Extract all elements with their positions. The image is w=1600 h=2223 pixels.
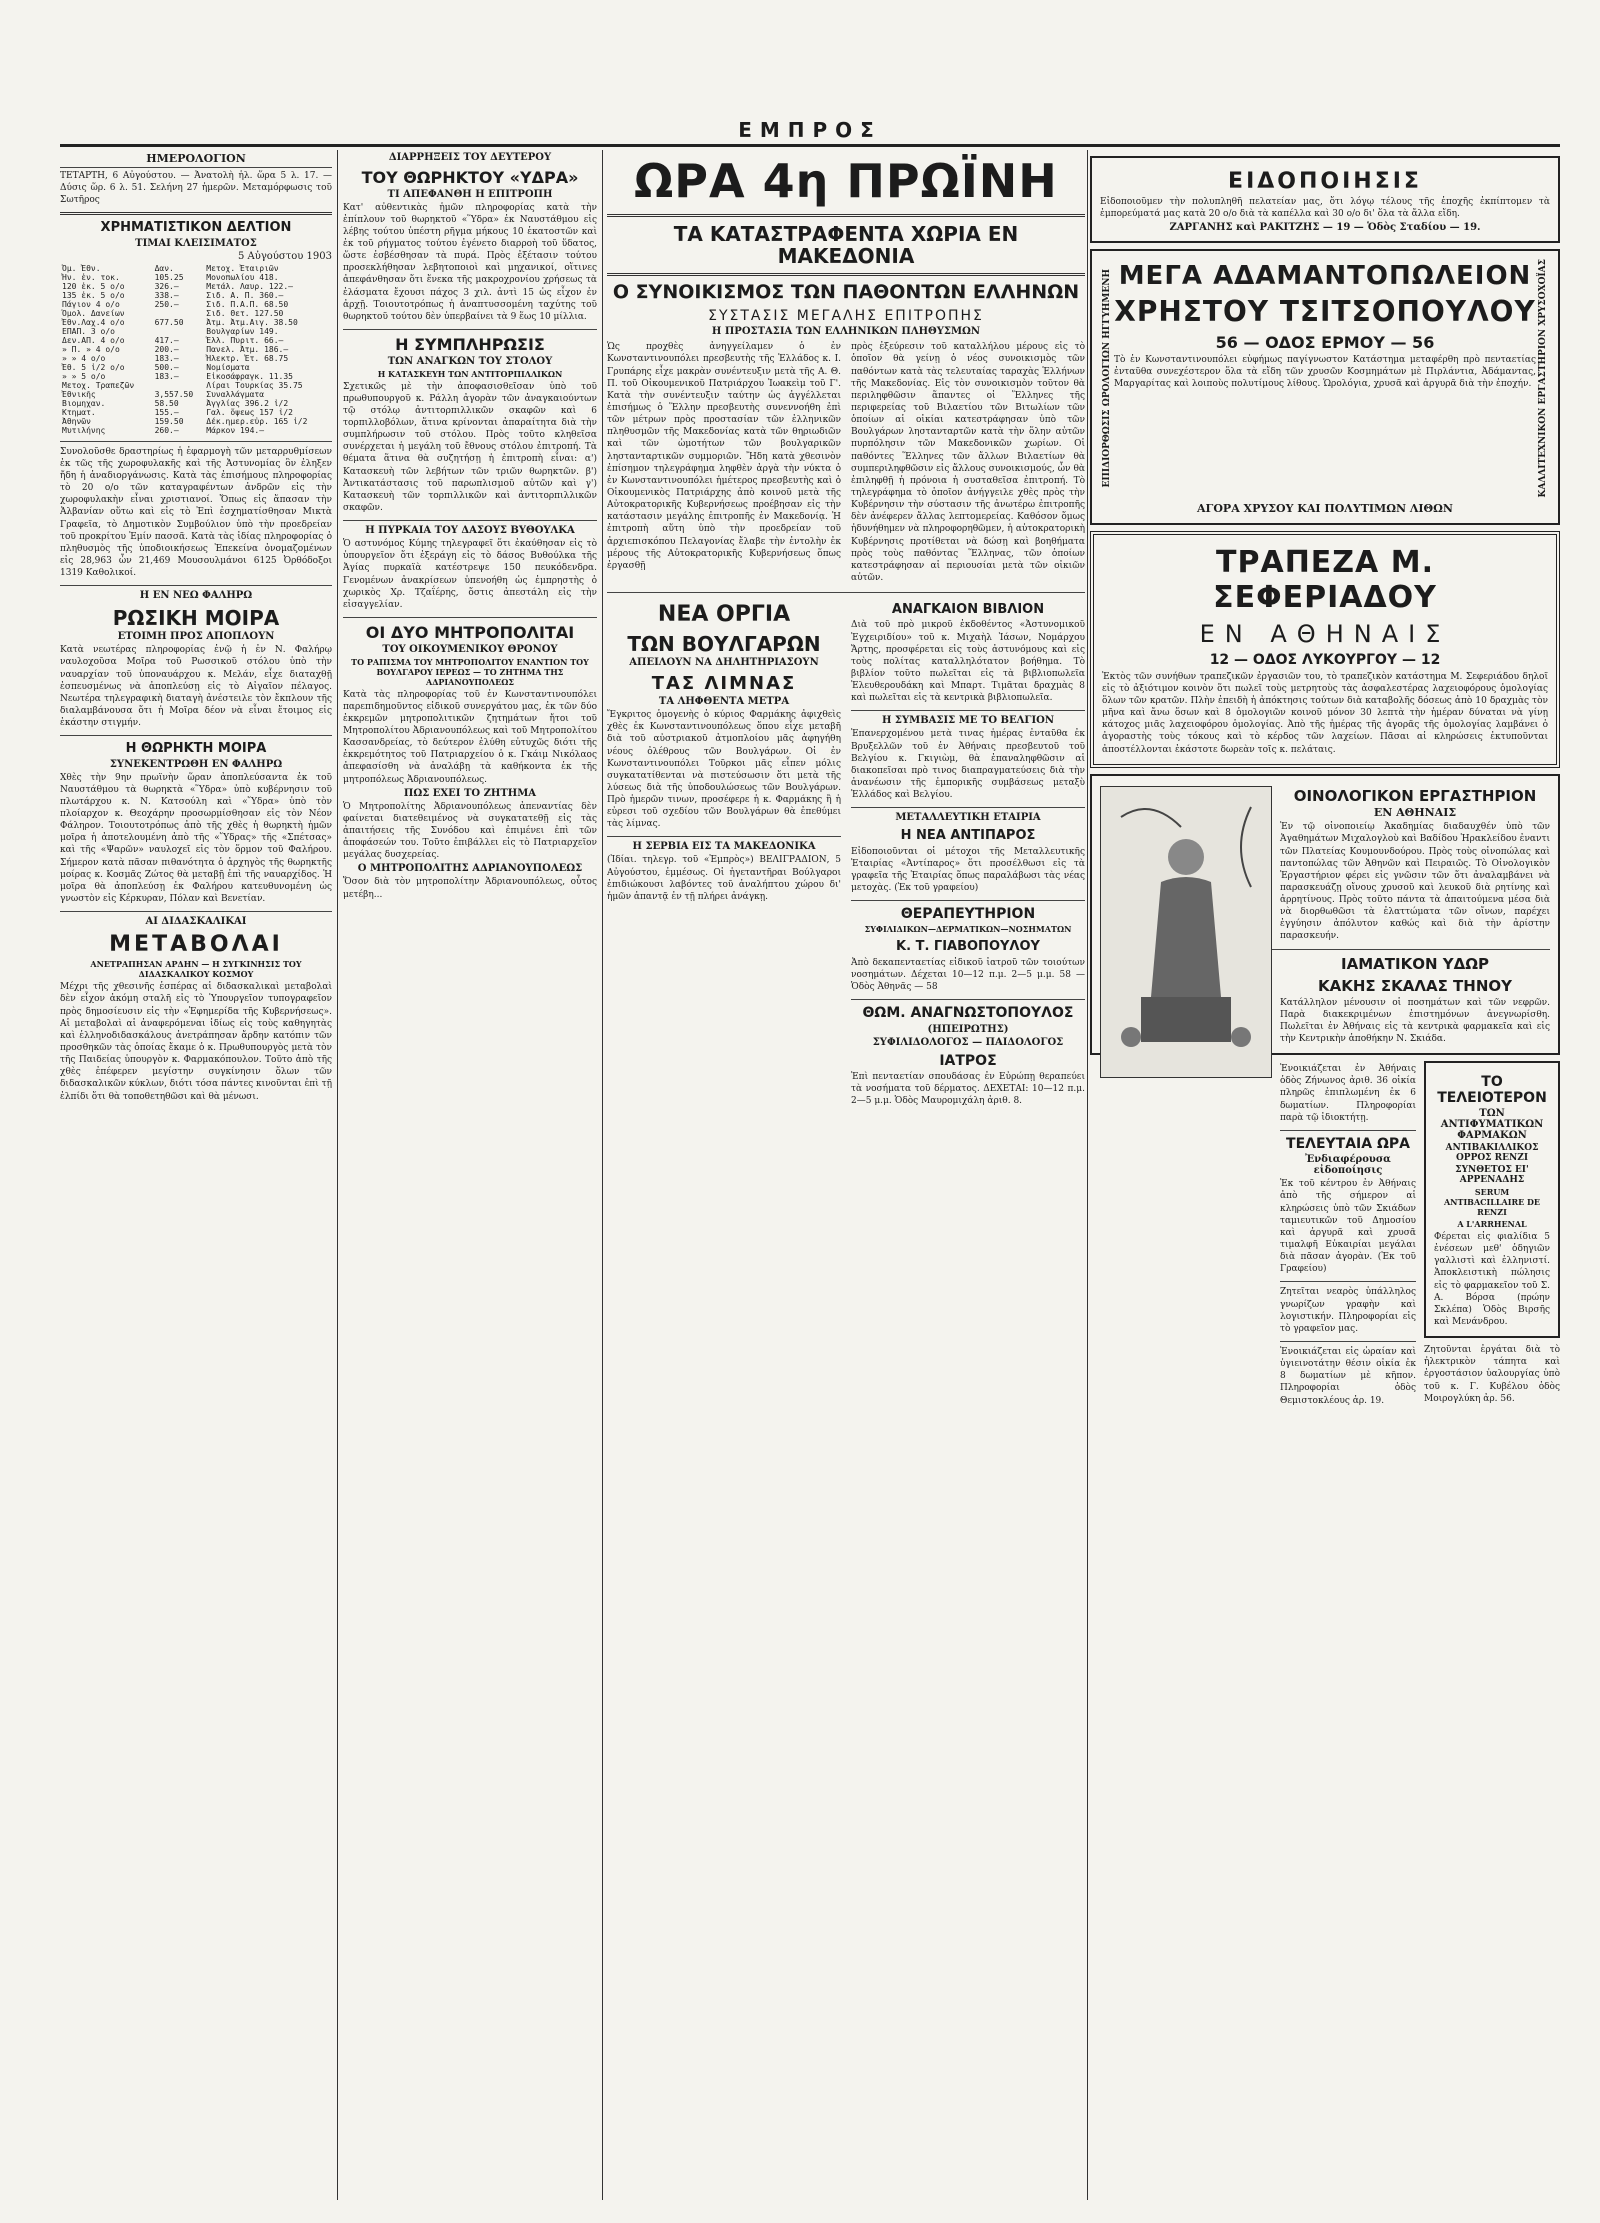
rates-cell: Ἠν. ἐν. τοκ. <box>62 272 120 282</box>
rates-cell: Σιδ. Θετ. 127.50 <box>206 308 284 318</box>
rates-cell: Μυτιλήνης <box>62 425 106 435</box>
treaty-text: Ἐπανερχομένου μετὰ τινας ἡμέρας ἐνταῦθα ἐκ Βρυξελλῶν τοῦ ἐν Ἀθήναις πρεσβευτοῦ τοῦ Βελγίου κ. Γκιγιὼμ, θὰ ἐπαναληφθῶσιν αἱ διακοπεῖσαι πρὸ τινος διαπραγματεύσεις διὰ τὴν ἀνανέωσιν τῆς ἐμπορικῆς συμβάσεως μεταξὺ Ἑλλάδος καὶ Βελγίου. <box>851 729 1085 801</box>
macedonia-text: Συνολοῦσθε δραστηρίως ἡ ἐφαρμογὴ τῶν μεταρρυθμίσεων ἐκ τῶς τῆς χωροφυλακῆς καὶ τῆς Ἀστυνομίας ὃν ἐληξεν ἤδη ἡ ἀναδιοργάνωσις. Κατὰ τὰς ἐπισήμους πληροφορίας τὸ 20 ο/ο τῶν καταγραφέντων ἀνδρῶν εἰς τὴν χωροφυλακὴν εἶναι χριστιανοί. Ὅπως εἰς ἅπασαν τὴν Ἀλβανίαν οὕτω καὶ εἰς τὸ Ἐπὶ ἐσχηματίσθησαν Μικτὰ Γραφεῖα, τὸ Δημοτικὸν Συμβούλιον ὑπὸ τὴν προεδρείαν τοῦ προκρίτου Ἐμίν πασσᾶ. Κατὰ τὰς ἰδίας πληροφορίας ὁ πληθυσμὸς τῆς ὑποδιοικήσεως Ἐπεκείνα ὀνομαζομένων εἰς 28,963 ὧν 21,469 Μουσουλμάνοι 6125 Ὀρθόδοξοι 1319 Καθολικοί. <box>60 446 332 579</box>
wine-title: ΟΙΝΟΛΟΓΙΚΟΝ ΕΡΓΑΣΤΗΡΙΟΝ <box>1293 786 1537 805</box>
rates-row <box>60 399 332 408</box>
bourse-title: ΧΡΗΜΑΤΙΣΤΙΚΟΝ ΔΕΛΤΙΟΝ <box>100 220 292 236</box>
serum-ad <box>1424 1061 1560 1338</box>
edu-sub: ΑΝΕΤΡΑΠΗΣΑΝ ΑΡΔΗΝ — Η ΣΥΓΚΙΝΗΣΙΣ ΤΟΥ ΔΙΔΑΣΚΑΛΙΚΟΥ ΚΟΣΜΟΥ <box>90 959 302 980</box>
jeweller-stack <box>1100 257 1550 499</box>
jeweller-name: ΧΡΗΣΤΟΥ ΤΣΙΤΣΟΠΟΥΛΟΥ <box>1114 295 1536 329</box>
rates-cell: Ἀθηνῶν <box>62 416 91 426</box>
rates-cell: Δέκ.ημερ.εὐρ. 165 ἰ/2 <box>206 416 308 426</box>
classified-ad: Ζητοῦνται ἐργάται διὰ τὸ ἠλεκτρικὸν τάπητα καὶ ἐργοστάσιον ὑαλουργίας ὑπὸ τοῦ κ. Γ. Κυβέλου ὁδὸς Μοιρογλύκη ἀρ. 56. <box>1424 1345 1560 1404</box>
wine-text: Ἐν τῷ οἰνοποιείῳ Ἀκαδημίας διαδαυχθέν ὑπὸ τῶν Ἀγαθημάτων Μιχαλογλοὺ καὶ Βαδίδου Ἡρακλείδου ἐναντι τῶν Πλατείας Κουμουνδούρου. Πρὸς τοὺς οἰνοπώλας καὶ παντοπώλας τῶν Ἀθηνῶν καὶ Πειραιῶς. Τὸ Οἰνολογικὸν Ἐργαστήριον φέρει εἰς γνῶσιν τῶν ὅτι ἀναλαμβάνει νὰ παρασκευάζῃ οἴνους χρυσοῦ καὶ λευκοῦ διὰ ρητίνης καὶ ἀρρητίνους. Πρὸς τοῦτο πάντα τὰ ἀπαιτούμενα μέσα διὰ νὰ διορθωθῶσι τὰ ἐλαττώματα τῶν οἴνων, παρέχει ἐγγύησιν ἀπόλυτον καθώς καὶ διὰ τὴν ἀρίστην παρασκευήν. <box>1280 822 1550 942</box>
article-title: ΤΟΥ ΘΩΡΗΚΤΟΥ «ΥΔΡΑ» <box>361 168 579 187</box>
bulgar-sub2: ΑΠΕΙΛΟΥΝ ΝΑ ΔΗΛΗΤΗΡΙΑΣΟΥΝ <box>629 657 819 669</box>
bank-city: ΕΝ ΑΘΗΝΑΙΣ <box>1199 619 1451 648</box>
notice-ad <box>1090 156 1560 243</box>
serum-name4: A L'ARRHENAL <box>1457 1218 1527 1229</box>
article-subtitle: Η ΚΑΤΑΣΚΕΥΗ ΤΩΝ ΑΝΤΙΤΟΡΠΙΛΛΙΚΩΝ <box>377 368 563 379</box>
article-text: Σχετικῶς μὲ τὴν ἀποφασισθεῖσαν ὑπὸ τοῦ πρωθυπουργοῦ κ. Ράλλη ἀγορὰν τῶν ἀναγκαιούντων τῷ στόλῳ ἀντιτορπιλλικῶν σκαφῶν καὶ 6 τορπιλλοβόλων, ἅτινα κρίνονται ἀπαραίτητα διὰ τὴν συμπλήρωσιν τοῦ στόλου. Πρὸς τοῦτο κληθεῖσα συνέρχεται ἡ μεγάλη τοῦ ἔθνους στόλου ἐπιτροπή. Τὰ θέματα ἅτινα θὰ συζητήσῃ ἡ ἐπιτροπὴ εἶναι: α') Κατασκευὴ τῶν λεβήτων τῶν τριῶν θωρηκτῶν. β') Ἀντικατάστασις τοῦ παρωπλισμοῦ αὐτῶν καὶ γ') Κατασκευὴ τῶν τορπιλλικῶν καὶ ἀντιτορπιλλικῶν σκαφῶν. <box>343 381 597 513</box>
hero-sub1: ΤΑ ΚΑΤΑΣΤΡΑΦΕΝΤΑ ΧΩΡΙΑ ΕΝ ΜΑΚΕΔΟΝΙΑ <box>673 222 1019 268</box>
notice-text: Εἰδοποιοῦμεν τὴν πολυπληθῆ πελατείαν μας, ὅτι λόγῳ τέλους τῆς ἐποχῆς ἐκπίπτομεν τὰ ἐμπορεύματά μας κατὰ 20 ο/ο διὰ τὰ καπέλλα καὶ 30 ο/ο δι' ὅλα τὰ ἄλλα εἴδη. <box>1100 197 1550 220</box>
rates-cell: 417.— <box>154 335 179 345</box>
rates-cell: Ἀτμ. Ἀτμ.Αιγ. 38.50 <box>206 317 298 327</box>
rates-cell: 200.— <box>154 344 179 354</box>
mining-text: Εἰδοποιοῦνται οἱ μέτοχοι τῆς Μεταλλευτικῆς Ἑταιρίας «Ἀντίπαρος» ὅτι προσέλθωσι εἰς τὰ γραφεῖα τῆς Ἑταιρίας ὅπως παραλάβωσι τὰς νέας μετοχὰς. (Ἐκ τοῦ γραφείου) <box>851 846 1085 893</box>
rates-cell: 135 ἐκ. 5 ο/ο <box>62 290 125 300</box>
mining-title: ΜΕΤΑΛΛΕΥΤΙΚΗ ΕΤΑΙΡΙΑ <box>895 812 1041 824</box>
article-title: Η ΠΥΡΚΑΙΑ ΤΟΥ ΔΑΣΟΥΣ ΒΥΘΟΥΛΚΑ <box>365 525 575 537</box>
rates-row <box>60 408 332 417</box>
hero-sub3: ΣΥΣΤΑΣΙΣ ΜΕΓΑΛΗΣ ΕΠΙΤΡΟΠΗΣ <box>708 307 984 324</box>
jeweller-side-right: ΚΑΛΛΙΤΕΧΝΙΚΟΝ ΕΡΓΑΣΤΗΡΙΟΝ ΧΡΥΣΟΧΟΪΑΣ <box>1538 259 1548 498</box>
closing-title: ΤΙΜΑΙ ΚΛΕΙΣΙΜΑΤΟΣ <box>135 237 257 249</box>
serbia-title: Η ΣΕΡΒΙΑ ΕΙΣ ΤΑ ΜΑΚΕΔΟΝΙΚΑ <box>632 841 816 853</box>
rates-cell: Δεν.ΑΠ. 4 ο/ο <box>62 335 125 345</box>
rates-cell: 58.50 <box>154 398 179 408</box>
jeweller-addr: 56 — ΟΔΟΣ ΕΡΜΟΥ — 56 <box>1215 333 1435 353</box>
rates-cell: 500.— <box>154 362 179 372</box>
column-2 <box>343 150 597 2200</box>
bulgar-title: ΝΕΑ ΟΡΓΙΑ <box>657 602 791 628</box>
phaleron-kicker: Η ΕΝ ΝΕΩ ΦΑΛΗΡΩ <box>139 590 253 602</box>
tinos-text: Κατάλληλον μένουσιν οἱ ποσημάτων καὶ τῶν νεφρῶν. Παρὰ διακεκριμένων ἐπιστημόνων ἀνεγνωρίσθη. Πωλεῖται ἐν Ἀθήναις εἰς τὰ κεντρικὰ φαρμακεῖα καὶ εἰς τὴν Κεντρικὴν ἀποθήκην Ν. Σκιάδα. <box>1280 997 1550 1045</box>
serum-text: Φέρεται εἰς φιαλίδια 5 ἐνέσεων μεθ' ὁδηγιῶν γαλλιστὶ καὶ ἑλληνιστί. Ἀποκλειστικὴ πώλησις εἰς τὸ φαρμακεῖον τοῦ Σ. Α. Βόρσα (πρώην Σκλέπα) Ὁδὸς Βιρσῆς καὶ Μενάνδρου. <box>1434 1231 1550 1327</box>
rates-cell: 159.50 <box>154 416 184 426</box>
rates-head-cell: Δαν. <box>154 263 174 273</box>
edu-kicker: ΑΙ ΔΙΔΑΣΚΑΛΙΚΑΙ <box>145 916 247 928</box>
clinic-doctor: Κ. Τ. ΓΙΑΒΟΠΟΥΛΟΥ <box>896 939 1040 955</box>
classified-ad: Ἐνοικιάζεται εἰς ὡραίαν καὶ ὑγιεινοτάτην θέσιν οἰκία ἐκ 8 δωματίων μὲ κῆπον. Πληροφορίαι ὁδὸς Θεμιστοκλέους ἀρ. 19. <box>1280 1346 1416 1406</box>
classified-sub: Ἐνδιαφέρουσα εἰδοποίησις <box>1305 1154 1391 1177</box>
rates-row <box>60 336 332 345</box>
rates-cell <box>153 381 205 390</box>
hero-body <box>607 339 1085 586</box>
rates-cell: Πανελ. Ἀτμ. 186.— <box>206 344 289 354</box>
doctor-role: ΣΥΦΙΛΙΔΟΛΟΓΟΣ — ΠΑΙΔΟΛΟΓΟΣ <box>872 1036 1064 1048</box>
lower-left <box>607 597 841 1109</box>
article-text: Ὁ Μητροπολίτης Ἀδριανουπόλεως ἀπεναντίας δὲν φαίνεται διατεθειμένος νὰ συγκατατεθῇ εἰς τὰς ἀπαιτήσεις τῆς Συνόδου καὶ ἐπιμένει ἐπὶ τῶν ἀποφάσεών του. Τοῦτο ἐπιβάλλει εἰς τὸ Πατριαρχεῖον μεγάλας δυσχερείας. <box>343 801 597 861</box>
rates-cell: Ἐθνικῆς <box>62 389 96 399</box>
rates-cell: 120 ἐκ. 5 ο/ο <box>62 281 125 291</box>
column-rule <box>1087 150 1088 2200</box>
rates-cell: » » 4 ο/ο <box>62 353 106 363</box>
serbia-text: (Ἰδίαι. τηλεγρ. τοῦ «Ἐμπρὸς») ΒΕΛΙΓΡΑΔΙΟΝ, 5 Αὐγούστου, ἐμμέσως. Οἱ ἡγεταντῆραι Βούλγαροι ἐπιδιώκουσι λαβόντες τοῦ ἀναλήπτου χώρου δι' ἡμῶν ἀπαντᾷ ἐν τῇ πλήρει ἀνάγκῃ. <box>607 855 841 902</box>
treaty-title: Η ΣΥΜΒΑΣΙΣ ΜΕ ΤΟ ΒΕΛΓΙΟΝ <box>882 715 1054 727</box>
rates-row <box>60 282 332 291</box>
rates-cell: 183.— <box>154 353 179 363</box>
rates-cell: Σιδ. Α. Π. 360.— <box>206 290 284 300</box>
notice-sign: ΖΑΡΓΑΝΗΣ καὶ ΡΑΚΙΤΖΗΣ — 19 — Ὁδὸς Σταδίου — 19. <box>1169 222 1481 234</box>
rates-cell: Εἰκοσάφραγκ. 11.35 <box>206 371 293 381</box>
rates-row <box>60 318 332 327</box>
tinos-sub: ΚΑΚΗΣ ΣΚΑΛΑΣ ΤΗΝΟΥ <box>1318 977 1512 996</box>
rates-cell: Βιομηχαν. <box>62 398 106 408</box>
article-text: Ὁ αστυνόμος Κύμης τηλεγραφεῖ ὅτι ἐκαύθησαν εἰς τὸ ὑπουργεῖον ὅτι ἐξεράγη εἰς τὸ δάσος Βυθούλκα τῆς Ἀγίας πυρκαϊὰ κατέστρεψε 150 πευκόδενδρα. Γενομένων ἀνακρίσεων ὑπενοήθη ὡς ἐμπρηστὴς ὁ χωρικὸς Χρ. Τζαΐέρης, ὅστις ἀπεστάλη εἰς τὴν εἰσαγγελίαν. <box>343 539 597 610</box>
article-subtitle: ΤΟΥ ΟΙΚΟΥΜΕΝΙΚΟΥ ΘΡΟΝΟΥ <box>382 643 558 655</box>
wine-illustration <box>1100 786 1272 1078</box>
bulgar-text: Ἔγκριτος ὁμογενὴς ὁ κύριος Φαρμάκης ἀφιχθεὶς χθὲς ἐκ Κωνσταντινουπόλεως ὅπου εἶχε μεταβῆ διὰ τοῦ αὐστριακοῦ ἀτμοπλοίου μᾶς ἀφηγήθη νέους ὀλέθρους τῶν Βουλγάρων. Οἱ ἐν Κωνσταντινουπόλει Τοῦρκοι μᾶς εἶπεν μόλις συγκατατίθενται νὰ πιστεύσωσιν ὅτι μετὰ τῆς λύσεως διὰ τῆς ὑποδουλώσεως τῶν Βουλγάρων. Πρὸ ἡμερῶν τινων, προσέφερε ἡ κ. Φαρμάκης ἢ ἡ εὐρεσι τοῦ σχεδίου τῶν Βουλγάρων θὰ ἐπεθύμει τὰς λίμνας. <box>607 710 841 830</box>
serum-name3: SERUM ANTIBACILLAIRE DE RENZI <box>1443 1186 1541 1217</box>
rates-head <box>60 264 332 273</box>
jeweller-title: ΜΕΓΑ ΑΔΑΜΑΝΤΟΠΩΛΕΙΟΝ <box>1118 261 1532 292</box>
rates-cell: » » 5 ο/ο <box>62 371 106 381</box>
rates-cell: ΕΠΑΠ. 3 ο/ο <box>62 326 115 336</box>
classified-title: ΤΕΛΕΥΤΑΙΑ ΩΡΑ <box>1286 1135 1410 1152</box>
rates-cell: 3,557.50 <box>154 389 194 399</box>
rates-cell: Ἠλεκτρ. Ἑτ. 68.75 <box>206 353 289 363</box>
column-3 <box>607 150 1085 2200</box>
edu-title: ΜΕΤΑΒΟΛΑΙ <box>109 932 283 958</box>
lower-columns <box>607 597 1085 1109</box>
article-text: Κατ' αὐθεντικὰς ἡμῶν πληροφορίας κατὰ τὴν ἐπίπλουν τοῦ θωρηκτοῦ «Ὕδρα» ἐκ Ναυστάθμου εἰς λέβης τούτου ὑπέστη ρῆγμα μήκους 10 ἑκατοστῶν καὶ ἐκ τοῦ ρήγματος τούτου ἐγένετο διαρροὴ τοῦ ὕδατος, ὥστε ἐσβέσθησαν τὰ πυρά. Πρὸς ἐξέτασιν τούτου προσεκλήθησαν λεβητοποιοὶ καὶ μηχανικοί, οἵτινες ἀπεφάνθησαν ὅτι ἕνεκα τῆς μακροχρονίου χρήσεως τὰ ἐλάσματα ἔχουσι πάχος 3 χιλ. ἀντὶ 15 ὡς εἶχον ἐν ἀρχῇ. Τοιουτοτρόπως ἡ ἀναπτυσσομένη ταχύτης τοῦ θωρηκτοῦ τούτου δὲν ὑπερβαίνει τὰ 9 ἕως 10 μίλλια. <box>343 202 597 322</box>
rates-cell: 105.25 <box>154 272 184 282</box>
jeweller-body <box>1114 257 1536 499</box>
article-kicker: ΔΙΑΡΡΗΞΕΙΣ ΤΟΥ ΔΕΥΤΕΡΟΥ <box>388 152 552 163</box>
rates-row <box>60 291 332 300</box>
rates-cell: Λίραι Τουρκίας 35.75 <box>206 380 303 390</box>
lower-right <box>851 597 1085 1109</box>
rates-row <box>60 327 332 336</box>
phaleron-title: ΡΩΣΙΚΗ ΜΟΙΡΑ <box>112 606 280 631</box>
masthead-title: ΕΜΠΡΟΣ <box>738 118 882 142</box>
closing-date: 5 Αὐγούστου 1903 <box>237 250 332 262</box>
wine-figure-icon <box>1101 787 1271 1077</box>
rates-cell: Μετοχ. Τραπεζῶν <box>62 380 135 390</box>
article-subtitle: ΤΙ ΑΠΕΦΑΝΘΗ Η ΕΠΙΤΡΟΠΗ <box>387 188 553 200</box>
classifieds <box>1280 1061 1560 1408</box>
rates-cell: Ἐθν.Λαχ.4 ο/ο <box>62 317 125 327</box>
rates-cell: 326.— <box>154 281 179 291</box>
rates-cell: 338.— <box>154 290 179 300</box>
rates-cell: Μετάλ. Λαυρ. 122.— <box>206 281 293 291</box>
notice-title: ΕΙΔΟΠΟΙΗΣΙΣ <box>1228 169 1422 194</box>
rates-row <box>60 273 332 282</box>
hero-sub4: Η ΠΡΟΣΤΑΣΙΑ ΤΩΝ ΕΛΛΗΝΙΚΩΝ ΠΛΗΘΥΣΜΩΝ <box>711 326 981 338</box>
article-title: ΟΙ ΔΥΟ ΜΗΤΡΟΠΟΛΙΤΑΙ <box>365 622 575 642</box>
article-text: Κατὰ τὰς πληροφορίας τοῦ ἐν Κωνσταντινουπόλει παρεπιδημοῦντος εἰδικοῦ συνεργάτου μας, ἐκ τῶν δύο ἐκκρεμῶν μητροπολιτικῶν ζητημάτων ἤτοι τοῦ Μητροπολίτου Ἀδριανουπόλεως καὶ τοῦ Μητροπολίτου Κασσανδρείας, τὸ δεύτερον ἐλύθη εὐτυχῶς διότι τῆς ἐκκρεμότητος τοῦ Πατριαρχείου ὁ κ. Γκάιμ Νικόλαος ἀπεφασίσθη νὰ ἀναλάβῃ τὰ καθήκοντα ἐκ τῆς μητροπόλεως Ἀδριανουπόλεως. <box>343 689 597 785</box>
rates-row <box>60 363 332 372</box>
column-rule <box>337 150 338 2200</box>
rates-row <box>60 426 332 435</box>
clinic-title: ΘΕΡΑΠΕΥΤΗΡΙΟΝ <box>900 906 1036 923</box>
rates-cell: Ἑλλ. Πυριτ. 66.— <box>206 335 284 345</box>
bank-text: Ἐκτὸς τῶν συνήθων τραπεζικῶν ἐργασιῶν του, τὸ τραπεζικὸν κατάστημα Μ. Σεφεριάδου δηλοῖ εἰς τὸ ἀξιότιμον κοινὸν ὅτι πωλεῖ τοὺς μετρητοὺς τὰς ἀσφαλεστέρας λαχειοφόρους ὁμολογίας ὅλων τῶν κρατῶν. Πλὴν ἐπειδὴ ἡ ἀπόκτησις τούτων διὰ καταβολῆς δόσεως ἀπὸ 10 δραχμὰς τὸν μῆνα καὶ ἄνω ὅσων καὶ 8 ὁμολογιῶν κοινοῦ μόνον 30 λεπτὰ τὴν ἡμέραν δύναται νὰ γίνῃ κάτοχος μιᾶς λαχειοφόρου ὁμολογίας. Ἀπὸ τῆς ἡμέρας τῆς ἀγορᾶς τῆς ὁμολογίας λαμβάνει ὁ ἀγοραστὴς τοὺς τόκους καὶ τὸ κέρδος τῶν λαχείων. Πᾶσαι αἱ κληρώσεις ἐκτυποῦνται ἀποστέλλονται ἑκάστοτε δωρεὰν τοῖς κ. πελάταις. <box>1102 671 1548 755</box>
bulgar-sub4: ΤΑ ΛΗΦΘΕΝΤΑ ΜΕΤΡΑ <box>658 696 790 708</box>
mining-sub: Η ΝΕΑ ΑΝΤΙΠΑΡΟΣ <box>900 828 1036 844</box>
classified-ad: Ἐνοικιάζεται ἐν Ἀθήναις ὁδὸς Ζήνωνος ἀριθ. 36 οἰκία πληρῶς ἐπιπλωμένη ἐκ 6 δωματίων. Πληροφορίαι παρὰ τῷ ἰδιοκτήτῃ. <box>1280 1064 1416 1123</box>
rates-cell: 155.— <box>154 407 179 417</box>
article-subtitle: Ο ΜΗΤΡΟΠΟΛΙΤΗΣ ΑΔΡΙΑΝΟΥΠΟΛΕΩΣ <box>357 863 583 875</box>
jeweller-side-left: ΕΠΙΔΙΟΡΘΩΣΙΣ ΩΡΟΛΟΓΙΩΝ ΗΓΓΥΗΜΕΝΗ <box>1102 269 1112 488</box>
rates-cell: Ἐθ. 5 ἰ/2 ο/ο <box>62 362 125 372</box>
rates-row <box>60 417 332 426</box>
book-title: ΑΝΑΓΚΑΙΟΝ ΒΙΒΛΙΟΝ <box>891 602 1045 618</box>
rates-head-cell: Μετοχ. Ἐταιριῶν <box>206 263 279 273</box>
rates-cell: Ὁμολ. Δανείων <box>62 308 125 318</box>
rates-cell: Κτηματ. <box>62 407 96 417</box>
phaleron-sub: ΕΤΟΙΜΗ ΠΡΟΣ ΑΠΟΠΛΟΥΝ <box>117 631 275 643</box>
diary-title: ΗΜΕΡΟΛΟΓΙΟΝ <box>60 150 332 168</box>
rates-cell: Γαλ. ὄψεως 157 ἰ/2 <box>206 407 293 417</box>
doctor-text: Ἐπὶ πενταετίαν σπουδάσας ἐν Εὐρώπῃ θεραπεύει τὰ νοσήματα τοῦ δέρματος. ΔΕΧΕΤΑΙ: 10—12 π.μ. 2—5 μ.μ. Ὁδὸς Μαυρομιχάλη ἀριθ. 8. <box>851 1071 1085 1107</box>
rates-cell <box>153 309 205 318</box>
rates-cell: Ἀγγλίας 396.2 ἰ/2 <box>206 398 289 408</box>
diary-text: ΤΕΤΑΡΤΗ, 6 Αὐγούστου. — Ἀνατολὴ ἡλ. ὥρα 5 λ. 17. — Δύσις ὥρ. 6 λ. 51. Σελήνη 27 ἡμερῶν. Μεταμόρφωσις τοῦ Σωτῆρος <box>60 171 332 206</box>
hero-title: ΩΡΑ 4η ΠΡΩΪΝΗ <box>634 154 1058 208</box>
article-subtitle: ΤΟ ΡΑΠΙΣΜΑ ΤΟΥ ΜΗΤΡΟΠΟΛΙΤΟΥ ΕΝΑΝΤΙΟΝ ΤΟΥ ΒΟΥΛΓΑΡΟΥ ΙΕΡΕΩΣ — ΤΟ ΖΗΤΗΜΑ ΤΗΣ ΑΔΡΙΑΝΟΥΠΟΛΕΩΣ <box>351 656 589 687</box>
bank-addr: 12 — ΟΔΟΣ ΛΥΚΟΥΡΓΟΥ — 12 <box>1209 652 1441 669</box>
rates-head-cell: Ὀμ. Ἐθν. <box>62 263 101 273</box>
rates-cell: Μάρκον 194.— <box>206 425 265 435</box>
rates-cell: Μονοπωλίου 418. <box>206 272 279 282</box>
phaleron-text: Κατὰ νεωτέρας πληροφορίας ἐνῷ ἡ ἐν Ν. Φαλήρῳ ναυλοχοῦσα Μοῖρα τοῦ Ρωσσικοῦ στόλου ὑπὸ τὴν ναυαρχίαν τοῦ ὑποναυάρχου κ. Μελάν, εἶχε διαταχθῇ ἐσπευσμένως νὰ ἀποπλεύσῃ εἰς τὸ Αἰγαῖον πέλαγος. Νεωτέρα τηλεγραφικὴ διαταγὴ ἀνέστειλε τὸν ἔκπλουν τῆς διαλαμβάνουσα ὅτι ἡ Μοῖρα δέον νὰ εἶναι ἕτοιμος εἰς ἑκάστην στιγμήν. <box>60 645 332 729</box>
serum-sub: ΤΩΝ ΑΝΤΙΦΥΜΑΤΙΚΩΝ ΦΑΡΜΑΚΩΝ <box>1440 1107 1544 1141</box>
serum-name2: ΣΥΝΘΕΤΟΣ ΕΙ' ΑΡΡΕΝΑΔΗΣ <box>1455 1164 1529 1185</box>
classifieds-left <box>1280 1061 1416 1408</box>
rates-cell: 260.— <box>154 425 179 435</box>
hero-text-left: Ὡς προχθὲς ἀνηγγείλαμεν ὁ ἐν Κωνσταντινουπόλει πρεσβευτὴς τῆς Ἑλλάδος κ. Ι. Γρυπάρης εἶχε μακρὰν συνέντευξιν μετὰ τῆς Α. Θ. Π. τοῦ Οἰκουμενικοῦ Πατριάρχου Ἰωακεὶμ τοῦ Γ'. Κατὰ τὴν συνέντευξιν ταύτην ὡς ἀγγέλλεται ἐπισήμως ὁ Ἕλλην πρεσβευτὴς συνεννοήθη ἐπὶ τῶν μέτρων πρὸς προστασίαν τῶν ἑλληνικῶν πληθυσμῶν τῆς Μακεδονίας κατὰ τῶν θηριωδιῶν καὶ τῶν ὠμοτήτων τῶν βουλγαρικῶν ληστανταρτικῶν συμμοριῶν. Ἤδη κατὰ χθεσινὸν ἐπίσημον τηλεγράφημα ληφθὲν ἀργὰ τὴν νύκτα ὁ ἐν Κωνσταντινουπόλει ἡμέτερος πρεσβευτὴς καὶ ὁ Οἰκουμενικὸς Πατριάρχης ἀπὸ κοινοῦ μετὰ τῆς Αὐτοκρατορικῆς Κυβερνήσεως προέβησαν εἰς τὴν κατάστασιν μεγάλης ἐπιτροπῆς ἐν Μακεδονίᾳ. Ἡ ἐπιτροπὴ αὕτη ὑπὸ τὴν προεδρείαν τοῦ ἀρχιεπισκόπου Πελαγονίας ἔλαβε τὴν ἐντολὴν ἐκ μέρους τῆς Αὐτοκρατορικῆς Κυβερνήσεως ὅπως ἐργασθῇ <box>607 342 841 571</box>
jeweller-foot: ΑΓΟΡΑ ΧΡΥΣΟΥ ΚΑΙ ΠΟΛΥΤΙΜΩΝ ΛΙΘΩΝ <box>1197 501 1453 515</box>
rates-cell <box>153 327 205 336</box>
rates-table <box>60 264 332 435</box>
serum-title: ΤΟ ΤΕΛΕΙΟΤΕΡΟΝ <box>1437 1074 1547 1106</box>
article-title: Η ΣΥΜΠΛΗΡΩΣΙΣ <box>395 335 545 354</box>
jeweller-ad <box>1090 249 1560 524</box>
rates-cell: Συναλλάγματα <box>206 389 265 399</box>
rates-cell: Βουλγαρίων 149. <box>206 326 279 336</box>
classified-ad: Ζητεῖται νεαρὸς ὑπάλληλος γνωρίζων γραφὴν καὶ λογιστικήν. Πληροφορίαι εἰς τὸ γραφεῖον μας. <box>1280 1287 1416 1334</box>
serum-name: ΑΝΤΙΒΑΚΙΛΛΙΚΟΣ ΟΡΡΟΣ RENZI <box>1445 1142 1539 1163</box>
rates-cell: 250.— <box>154 299 179 309</box>
column-rule <box>602 150 603 2200</box>
rates-row <box>60 345 332 354</box>
column-4 <box>1090 150 1560 2200</box>
thracian-kicker: Η ΘΩΡΗΚΤΗ ΜΟΙΡΑ <box>125 741 267 757</box>
bulgar-sub3: ΤΑΣ ΛΙΜΝΑΣ <box>651 673 797 695</box>
bank-title: ΤΡΑΠΕΖΑ Μ. ΣΕΦΕΡΙΑΔΟΥ <box>1213 544 1437 615</box>
rates-cell: Νομίσματα <box>206 362 250 372</box>
article-text: Ὅσον διὰ τὸν μητροπολίτην Ἀδριανουπόλεως, οὗτος μετέβη... <box>343 877 597 900</box>
thracian-text: Χθὲς τὴν 9ην πρωϊνὴν ὥραν ἀποπλεύσαντα ἐκ τοῦ Ναυστάθμου τὰ θωρηκτὰ «Ὕδρα» ὑπὸ κυβέρνησιν τοῦ πλωτάρχου κ. Ν. Κατσούλη καὶ «Ὕδρα» ὑπὸ τὸν πλοίαρχον κ. Θεοχάρην προσωρμίσθησαν εἰς τὸν Νέον Φάληρον. Τοιουτοτρόπως ἀπὸ τῆς χθὲς ἡ θωρηκτὴ ἡμῶν μοῖρα ἡ ἀποτελουμένη ἀπὸ τῆς «Ὕδρας» τῆς «Σπέτσας» καὶ τῆς «Ψαρῶν» ναυλοχεῖ εἰς τὸν ὅρμον τοῦ Φαλήρου. Σήμερον κατὰ πᾶσαν πιθανότητα ὁ ἀρχηγὸς τῆς θωρηκτῆς μοίρας κ. Κοσμᾶς Ζώτος θὰ μεταβῇ ἐπὶ τῆς ναυαρχίδος. Ἡ μοῖρα θὰ ἀποπλεύσῃ ἐκ Φαλήρου κατευθυνομένη ὡς γνωστὸν εἰς Κέρκυραν, Πόλαν καὶ Βενετίαν. <box>60 772 332 904</box>
clinic-text: Ἀπὸ δεκαπενταετίας εἰδικοῦ ἰατροῦ τῶν τοιούτων νοσημάτων. Δέχεται 10—12 π.μ. 2—5 μ.μ. 58 — Ὁδὸς Ἀθηνᾶς — 58 <box>851 957 1085 993</box>
rates-cell: Πάγιον 4 ο/ο <box>62 299 120 309</box>
rates-row <box>60 390 332 399</box>
hero-sub2: Ο ΣΥΝΟΙΚΙΣΜΟΣ ΤΩΝ ΠΑΘΟΝΤΩΝ ΕΛΛΗΝΩΝ <box>612 281 1080 303</box>
book-text: Διὰ τοῦ πρὸ μικροῦ ἐκδοθέντος «Ἀστυνομικοῦ Ἐγχειριδίου» τοῦ κ. Μιχαὴλ Ἰάσων, Νομάρχου Ἄρτης, προσφέρεται εἰς τοὺς ἀστυνόμους καὶ εἰς τοὺς πολίτας καταλληλότατον βοήθημα. Τὸ βιβλίον τοῦτο πωλεῖται εἰς τὰ βιβλιοπωλεῖα Ἐλευθερουδάκη καὶ Μπαρτ. Τιμᾶται δραχμὰς 8 καὶ πωλεῖται εἰς τὰ κεντρικὰ βιβλιοπωλεῖα. <box>851 620 1085 704</box>
thracian-title: ΣΥΝΕΚΕΝΤΡΩΘΗ ΕΝ ΦΑΛΗΡΩ <box>109 758 283 770</box>
rates-cell: » Π. » 4 ο/ο <box>62 344 120 354</box>
rates-cell: 677.50 <box>154 317 184 327</box>
rates-cell: 183.— <box>154 371 179 381</box>
rates-row <box>60 309 332 318</box>
classified-ad: Ἐκ τοῦ κέντρου ἐν Ἀθήναις ἀπὸ τῆς σήμερον αἱ κληρώσεις ὑπὸ τῶν Σκιάδων ταμιευτικῶν τοῦ Δημοσίου καὶ ἀργυρᾶ καὶ χρυσᾶ τιμαλφῆ Εὐκαιρίαι μεγάλαι διὰ πᾶσαν ἀγορὰν. (Ἐκ τοῦ Γραφείου) <box>1280 1179 1416 1275</box>
rates-row <box>60 354 332 363</box>
rates-cell: Σιδ. Π.Α.Π. 68.50 <box>206 299 289 309</box>
doctor-name: ΘΩΜ. ΑΝΑΓΝΩΣΤΟΠΟΥΛΟΣ <box>862 1005 1074 1022</box>
masthead <box>60 118 1560 147</box>
clinic-sub: ΣΥΦΙΛΙΔΙΚΩΝ—ΔΕΡΜΑΤΙΚΩΝ—ΝΟΣΗΜΑΤΩΝ <box>864 924 1072 935</box>
tinos-title: ΙΑΜΑΤΙΚΟΝ ΥΔΩΡ <box>1341 954 1489 973</box>
doctor-role2: ΙΑΤΡΟΣ <box>939 1052 997 1069</box>
article-subtitle: ΠΩΣ ΕΧΕΙ ΤΟ ΖΗΤΗΜΑ <box>403 787 537 799</box>
rates-row <box>60 300 332 309</box>
hero-text-right: πρὸς ἐξεύρεσιν τοῦ καταλλήλου μέρους εἰς τὸ ὁποῖον θὰ γείνῃ ὁ νέος συνοικισμὸς τῶν παθόντων κατὰ τὰς τελευταίας ταραχὰς Ἑλλήνων τῆς Μακεδονίας. Εἰς τὸν συνοικισμὸν τοῦτον θὰ περιληφθῶσιν ἅπαντες οἱ Ἕλληνες τῆς περιφερείας τοῦ Βιλαετίου τῶν Βιτωλίων τῶν ὁποίων αἱ οἰκίαι κατεστράφησαν ὑπὸ τῶν Βουλγάρων ληστανταρτῶν κατὰ τὴν ὅλην αὐτῶν πυρπόλησιν τῶν Μακεδονικῶν χωρίων. Οἱ παθόντες Ἕλληνες τῶν ἄλλων Βιλαετίων θὰ συμπεριληφθῶσιν εἰς ἄλλους συνοικισμούς, ὧν θὰ ἐπιληφθῇ ἡ πρόνοια ἡ συσταθεῖσα ἐπιτροπή. Τὸ τηλεγράφημα τὸ ὁποῖον ἀνήγγειλε χθὲς πρὸς τὴν Κυβέρνησιν τὴν σύστασιν τῆς ἀνωτέρω ἐπιτροπῆς δὲν ἀνέφερεν ἄλλας λεπτομερείας. Καθόσον ὅμως ἠδυνήθημεν νὰ πληροφορηθῶμεν, ἡ αὐτοκρατορικὴ Κυβέρνησις προτίθεται νὰ δώσῃ καὶ βοηθήματα πρὸς τοὺς παθόντας Ἕλληνας, τῶν ὁποίων κατεστράφησαν αἱ περιουσίαι μετὰ τῶν οἰκιῶν αὐτῶν. <box>851 342 1085 583</box>
classifieds-right <box>1424 1061 1560 1408</box>
doctor-sub: (ΗΠΕΙΡΩΤΗΣ) <box>927 1023 1009 1035</box>
wine-ad <box>1090 774 1560 1055</box>
column-1 <box>60 150 332 2200</box>
article-subtitle: ΤΩΝ ΑΝΑΓΚΩΝ ΤΟΥ ΣΤΟΛΟΥ <box>387 355 553 367</box>
edu-text: Μέχρι τῆς χθεσινῆς ἑσπέρας αἱ διδασκαλικαὶ μεταβολαὶ δὲν εἶχον ἀκόμη σταλῆ εἰς τὸ Ὑπουργεῖον τυπογραφεῖον πρὸς δημοσίευσιν εἰς τὴν «Ἐφημερίδα τῆς Κυβερνήσεως». Αἱ μεταβολαὶ αἱ ἀναφερόμεναι ἰδίως εἰς τοὺς καθηγητὰς καὶ ἑλληνοδιδασκάλους ἀνετράπησαν ἄρδην κατόπιν τῶν προσθηκῶν τὰς ὁποίας ἔκαμε ὁ κ. Πρωθυπουργὸς μετὰ τὸν τῆς Παιδείας ὑπουργὸν κ. Φαρμακόπουλον. Τοῦτο ἀπὸ τῆς χθὲς ἐπέφερεν μεγίστην συγκίνησιν ὅλων τῶν διδασκαλικῶν κύκλων, διότι τόσα πάντες κινοῦνται ἐπὶ τῇ ἐλπίδι ὅτι θὰ τοποθετηθῶσι καὶ θὰ μένωσι. <box>60 982 332 1102</box>
wine-sub: ΕΝ ΑΘΗΝΑΙΣ <box>1373 806 1457 820</box>
rates-row <box>60 372 332 381</box>
bank-ad <box>1090 531 1560 768</box>
rates-row <box>60 381 332 390</box>
jeweller-text: Τὸ ἐν Κωνσταντινουπόλει εὐφήμως παγίγνωστον Κατάστημα μεταφέρθη πρὸ πενταετίας ἐνταῦθα συνεχέστερον ὅλα τὰ εἴδη τῶν χρυσῶν Κοσμημάτων μὲ Πιρλάντια, Ἀδάμαντας, Μαργαρίτας καὶ λοιποὺς πολυτίμους λίθους. Ὡρολόγια, χρυσᾶ καὶ ἀργυρᾶ διὰ τὴν ἐποχήν. <box>1114 355 1536 390</box>
bulgar-sub: ΤΩΝ ΒΟΥΛΓΑΡΩΝ <box>627 632 821 657</box>
